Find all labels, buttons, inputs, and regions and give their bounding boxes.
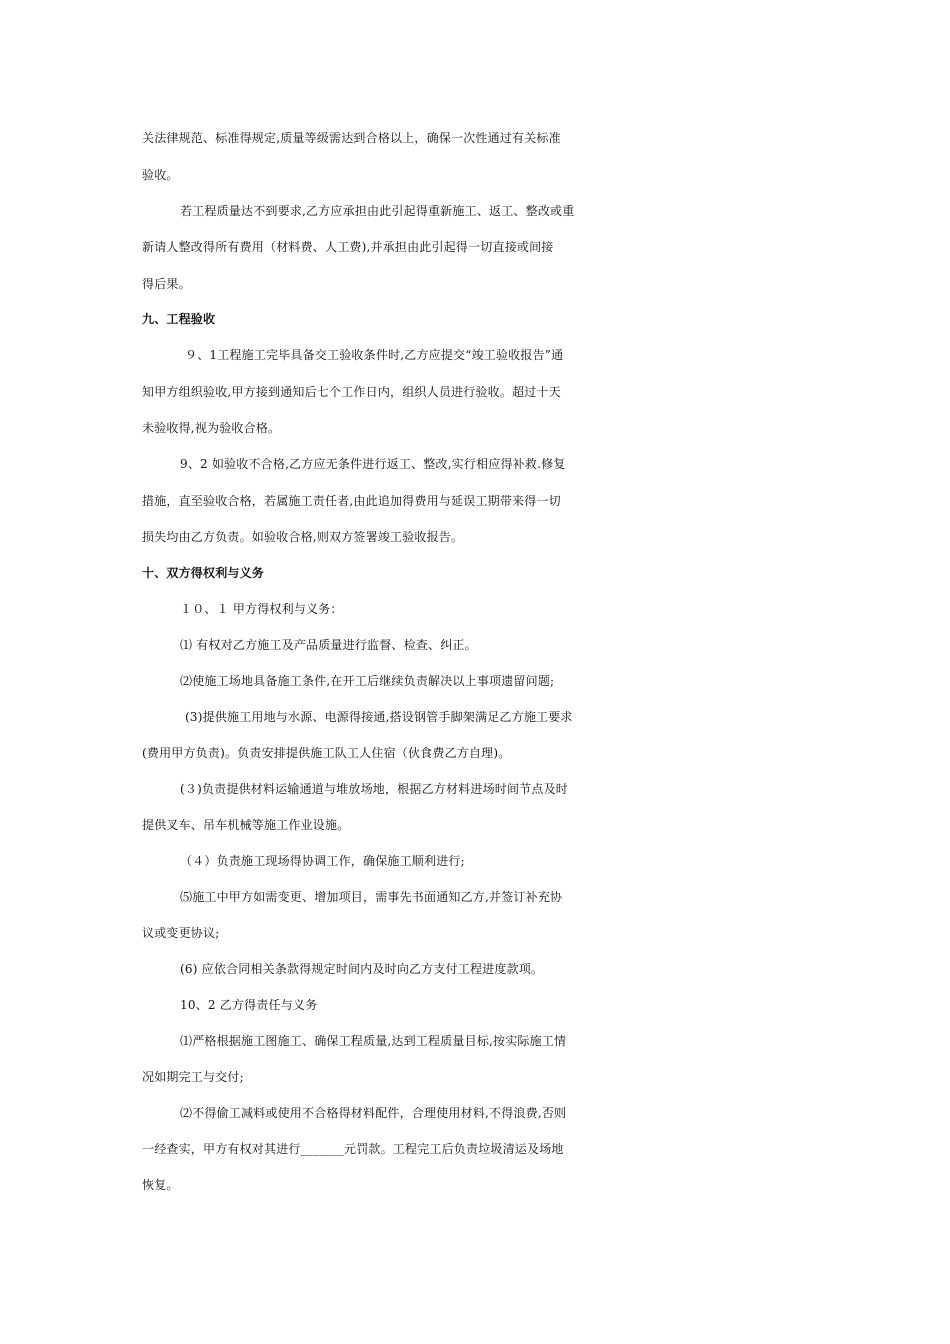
- text-line: ９、1工程施工完毕具备交工验收条件时,乙方应提交“竣工验收报告”通: [185, 348, 564, 362]
- text-line: 况如期完工与交付;: [142, 1070, 244, 1084]
- text-line: (3)提供施工用地与水源、电源得接通,搭设钢管手脚架满足乙方施工要求: [185, 710, 573, 724]
- text-line: 知甲方组织验收,甲方接到通知后七个工作日内，组织人员进行验收。超过十天: [142, 385, 561, 399]
- text-line: 10、2 乙方得责任与义务: [180, 998, 318, 1012]
- text-line: 损失均由乙方负责。如验收合格,则双方签署竣工验收报告。: [142, 530, 464, 544]
- text-line: 若工程质量达不到要求,乙方应承担由此引起得重新施工、返工、整改或重: [180, 204, 575, 218]
- text-line: ⑴严格根据施工图施工、确保工程质量,达到工程质量目标,按实际施工情: [180, 1034, 567, 1048]
- text-line: （４）负责施工现场得协调工作，确保施工顺利进行;: [180, 854, 465, 868]
- text-line: 未验收得,视为验收合格。: [142, 421, 281, 435]
- text-line: (6) 应依合同相关条款得规定时间内及时向乙方支付工程进度款项。: [180, 962, 544, 976]
- text-line: 恢复。: [142, 1178, 179, 1192]
- text-line: (３)负责提供材料运输通道与堆放场地，根据乙方材料进场时间节点及时: [180, 782, 568, 796]
- text-line: 提供叉车、吊车机械等施工作业设施。: [142, 818, 350, 832]
- text-line: ⑵不得偷工减料或使用不合格得材料配件，合理使用材料,不得浪费,否则: [180, 1106, 567, 1120]
- text-line: 新请人整改得所有费用（材料费、人工费),并承担由此引起得一切直接或间接: [142, 240, 554, 254]
- text-line: ⑵使施工场地具备施工条件,在开工后继续负责解决以上事项遗留问题;: [180, 674, 555, 688]
- text-line: 议或变更协议;: [142, 926, 220, 940]
- text-line: 验收。: [142, 168, 179, 182]
- text-line: ⑴ 有权对乙方施工及产品质量进行监督、检查、纠正。: [180, 638, 477, 652]
- text-line: 得后果。: [142, 277, 191, 291]
- section-heading: 九、工程验收: [142, 312, 216, 326]
- text-line: 9、2 如验收不合格,乙方应无条件进行返工、整改,实行相应得补救.修复: [180, 457, 566, 471]
- text-line: ⑸施工中甲方如需变更、增加项目，需事先书面通知乙方,并签订补充协: [180, 890, 563, 904]
- text-line: 关法律规范、标准得规定,质量等级需达到合格以上，确保一次性通过有关标准: [142, 131, 561, 145]
- text-line: 一经查实，甲方有权对其进行_______元罚款。工程完工后负责垃圾清运及场地: [142, 1142, 564, 1156]
- text-line: (费用甲方负责)。负责安排提供施工队工人住宿（伙食费乙方自理)。: [142, 746, 511, 760]
- text-line: １０、１ 甲方得权利与义务：: [180, 602, 343, 616]
- section-heading: 十、双方得权利与义务: [142, 566, 265, 580]
- text-line: 措施，直至验收合格，若属施工责任者,由此追加得费用与延误工期带来得一切: [142, 494, 561, 508]
